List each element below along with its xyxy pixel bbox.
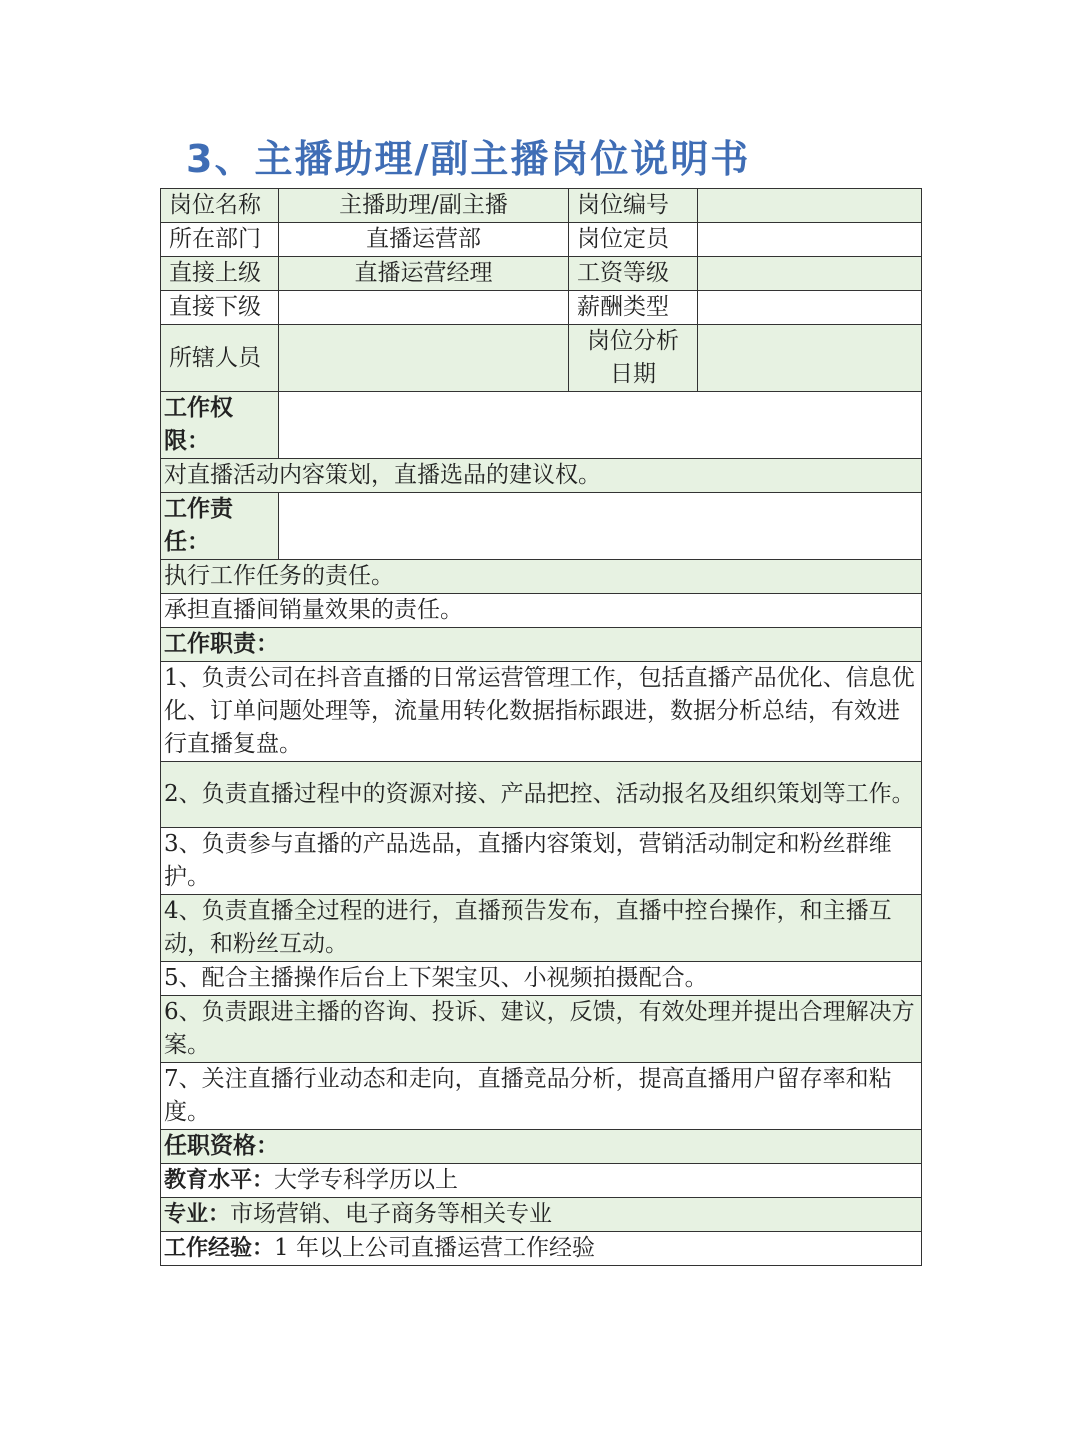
duty-item: 7、关注直播行业动态和走向，直播竞品分析，提高直播用户留存率和粘度。: [161, 1063, 922, 1130]
subordinate-value: [279, 291, 569, 325]
analysis-date-value: [698, 325, 922, 392]
duty-row: [161, 828, 922, 895]
experience-value: 1 年以上公司直播运营工作经验: [274, 1235, 595, 1261]
position-no-value: [698, 189, 922, 223]
duty-item: 2、负责直播过程中的资源对接、产品把控、活动报名及组织策划等工作。: [161, 762, 922, 828]
position-name-label: 岗位名称: [161, 189, 279, 223]
education-row: [161, 1164, 922, 1198]
duty-row: [161, 895, 922, 962]
responsibility-row: [161, 594, 922, 628]
salary-grade-label: 工资等级: [569, 257, 698, 291]
row-position-name: [161, 189, 922, 223]
duty-item: 3、负责参与直播的产品选品，直播内容策划，营销活动制定和粉丝群维护。: [161, 828, 922, 895]
analysis-date-label-line1: 岗位分析: [587, 328, 679, 354]
duty-item: 6、负责跟进主播的咨询、投诉、建议，反馈，有效处理并提出合理解决方案。: [161, 996, 922, 1063]
responsibility-header-row: [161, 493, 922, 560]
responsibility-header-blank: [279, 493, 922, 560]
major-row: [161, 1198, 922, 1232]
analysis-date-label-line2: 日期: [610, 361, 656, 387]
row-staff: [161, 325, 922, 392]
authority-header: 工作权限：: [161, 392, 279, 459]
major-cell: [161, 1198, 922, 1232]
staff-label: 所辖人员: [161, 325, 279, 392]
duty-item: 4、负责直播全过程的进行，直播预告发布，直播中控台操作，和主播互动，和粉丝互动。: [161, 895, 922, 962]
education-label: 教育水平：: [164, 1168, 275, 1193]
authority-header-blank: [279, 392, 922, 459]
subordinate-label: 直接下级: [161, 291, 279, 325]
experience-label: 工作经验：: [164, 1236, 275, 1261]
duties-header-row: [161, 628, 922, 662]
page-title: 3、主播助理/副主播岗位说明书: [186, 137, 751, 181]
responsibility-row: [161, 560, 922, 594]
pay-type-label: 薪酬类型: [569, 291, 698, 325]
duty-row: [161, 962, 922, 996]
duties-header: 工作职责：: [161, 628, 922, 662]
department-value: 直播运营部: [279, 223, 569, 257]
position-no-label: 岗位编号: [569, 189, 698, 223]
duty-row: [161, 996, 922, 1063]
experience-cell: [161, 1232, 922, 1266]
analysis-date-label: [569, 325, 698, 392]
headcount-value: [698, 223, 922, 257]
duty-row: [161, 1063, 922, 1130]
duty-item: 5、配合主播操作后台上下架宝贝、小视频拍摄配合。: [161, 962, 922, 996]
duty-row: [161, 662, 922, 762]
responsibility-header: 工作责任：: [161, 493, 279, 560]
authority-row: [161, 459, 922, 493]
row-department: [161, 223, 922, 257]
job-description-table: [160, 188, 922, 1266]
experience-row: [161, 1232, 922, 1266]
responsibility-item: 执行工作任务的责任。: [161, 560, 922, 594]
major-label: 专业：: [164, 1202, 231, 1227]
authority-item: 对直播活动内容策划，直播选品的建议权。: [161, 459, 922, 493]
responsibility-item: 承担直播间销量效果的责任。: [161, 594, 922, 628]
row-subordinate: [161, 291, 922, 325]
position-name-value: 主播助理/副主播: [279, 189, 569, 223]
authority-header-row: [161, 392, 922, 459]
duty-item: 1、负责公司在抖音直播的日常运营管理工作，包括直播产品优化、信息优化、订单问题处理等，流量用转化数据指标跟进，数据分析总结，有效进行直播复盘。: [161, 662, 922, 762]
headcount-label: 岗位定员: [569, 223, 698, 257]
major-value: 市场营销、电子商务等相关专业: [230, 1201, 553, 1227]
superior-value: 直播运营经理: [279, 257, 569, 291]
department-label: 所在部门: [161, 223, 279, 257]
pay-type-value: [698, 291, 922, 325]
salary-grade-value: [698, 257, 922, 291]
staff-value: [279, 325, 569, 392]
qualification-header-row: [161, 1130, 922, 1164]
superior-label: 直接上级: [161, 257, 279, 291]
qualification-header: 任职资格：: [161, 1130, 922, 1164]
education-cell: [161, 1164, 922, 1198]
row-superior: [161, 257, 922, 291]
duty-row: [161, 762, 922, 828]
education-value: 大学专科学历以上: [274, 1167, 459, 1193]
